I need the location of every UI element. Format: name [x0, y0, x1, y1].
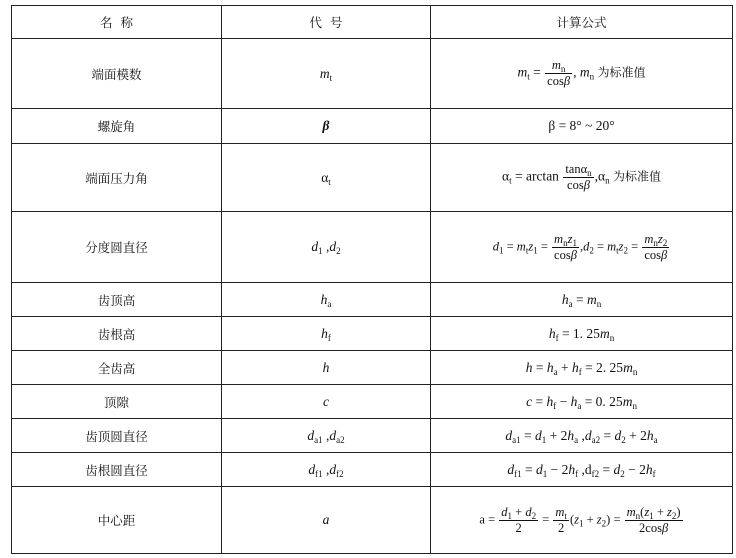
row-formula: $\alpha_t = \arctan$ $\frac{\tan\alpha_n}{\cos\beta}$ $,\alpha_n$ 为标准值 [431, 144, 733, 212]
row-name: 全齿高 [12, 351, 222, 385]
row-name: 端面压力角 [12, 144, 222, 212]
row-symbol: c [222, 385, 431, 419]
row-formula: a = $\frac{d_1 + d_2}{2}$ = $\frac{m_t}{2}$ $(z_1 + z_2)$ = $\frac{m_n(z_1 + z_2)}{2\cos\beta}$ [431, 487, 733, 554]
row-name: 分度圆直径 [12, 212, 222, 283]
fraction: $\frac{m_n}{\cos\beta}$ [547, 58, 571, 88]
row-name: 螺旋角 [12, 109, 222, 144]
row-symbol: $d_{f1}$ $,d_{f2}$ [222, 453, 431, 487]
row-formula: $c = h_f - h_a = 0$. $25m_n$ [431, 385, 733, 419]
table-row [12, 385, 733, 419]
fraction: $\frac{\tan\alpha_n}{\cos\beta}$ [565, 162, 592, 192]
fraction: $\frac{d_1 + d_2}{2}$ [501, 504, 537, 535]
table-row [12, 317, 733, 351]
row-formula: $d_{f1} = d_1 - 2h_f$ $,d_{f2} = d_2 - 2h_f$ [431, 453, 733, 487]
table-row [12, 419, 733, 453]
fraction: $\frac{m_nz_1}{\cos\beta}$ [554, 231, 577, 262]
row-formula: $h_a = m_n$ [431, 283, 733, 317]
row-name: 齿顶高 [12, 283, 222, 317]
table-row [12, 39, 733, 109]
row-formula: $h = h_a + h_f = 2$. $25m_n$ [431, 351, 733, 385]
row-symbol: $h_a$ [222, 283, 431, 317]
row-name: 齿根高 [12, 317, 222, 351]
fraction: $\frac{m_t}{2}$ [555, 504, 567, 535]
row-symbol: $\alpha_t$ [222, 144, 431, 212]
table-row [12, 487, 733, 554]
helical-gear-parameter-table [11, 5, 733, 554]
row-symbol: $h_f$ [222, 317, 431, 351]
row-symbol: $d_{a1}$ $,d_{a2}$ [222, 419, 431, 453]
header-symbol: 代 号 [222, 6, 431, 39]
row-symbol: a [222, 487, 431, 554]
table-row [12, 144, 733, 212]
row-formula: $m_t$ = $\frac{m_n}{\cos\beta}$ , $m_n$ 为标准值 [431, 39, 733, 109]
row-name: 中心距 [12, 487, 222, 554]
fraction: $\frac{m_n(z_1 + z_2)}{2\cos\beta}$ [626, 504, 681, 535]
formula-suffix: 为标准值 [597, 65, 646, 80]
row-name: 齿顶圆直径 [12, 419, 222, 453]
formula-suffix: 为标准值 [612, 169, 661, 184]
row-symbol: β [222, 109, 431, 144]
table-row [12, 453, 733, 487]
row-name: 齿根圆直径 [12, 453, 222, 487]
row-formula: $d_1 = m_tz_1$ = $\frac{m_nz_1}{\cos\beta}$ $,d_2 = m_tz_2$ = $\frac{m_nz_2}{\cos\beta}$ [431, 212, 733, 283]
table-row [12, 212, 733, 283]
header-name: 名 称 [12, 6, 222, 39]
fraction: $\frac{m_nz_2}{\cos\beta}$ [644, 231, 668, 262]
row-symbol: $m_t$ [222, 39, 431, 109]
row-formula: $d_{a1} = d_1 + 2h_a$ $,d_{a2} = d_2 + 2h_a$ [431, 419, 733, 453]
header-row [12, 6, 733, 39]
row-symbol: h [222, 351, 431, 385]
row-symbol: $d_1$ $,d_2$ [222, 212, 431, 283]
row-formula: β = 8° ~ 20° [431, 109, 733, 144]
row-name: 端面模数 [12, 39, 222, 109]
header-formula: 计算公式 [431, 6, 733, 39]
table-row [12, 283, 733, 317]
table-row [12, 109, 733, 144]
row-formula: $h_f = 1$. $25m_n$ [431, 317, 733, 351]
row-name: 顶隙 [12, 385, 222, 419]
table-row [12, 351, 733, 385]
